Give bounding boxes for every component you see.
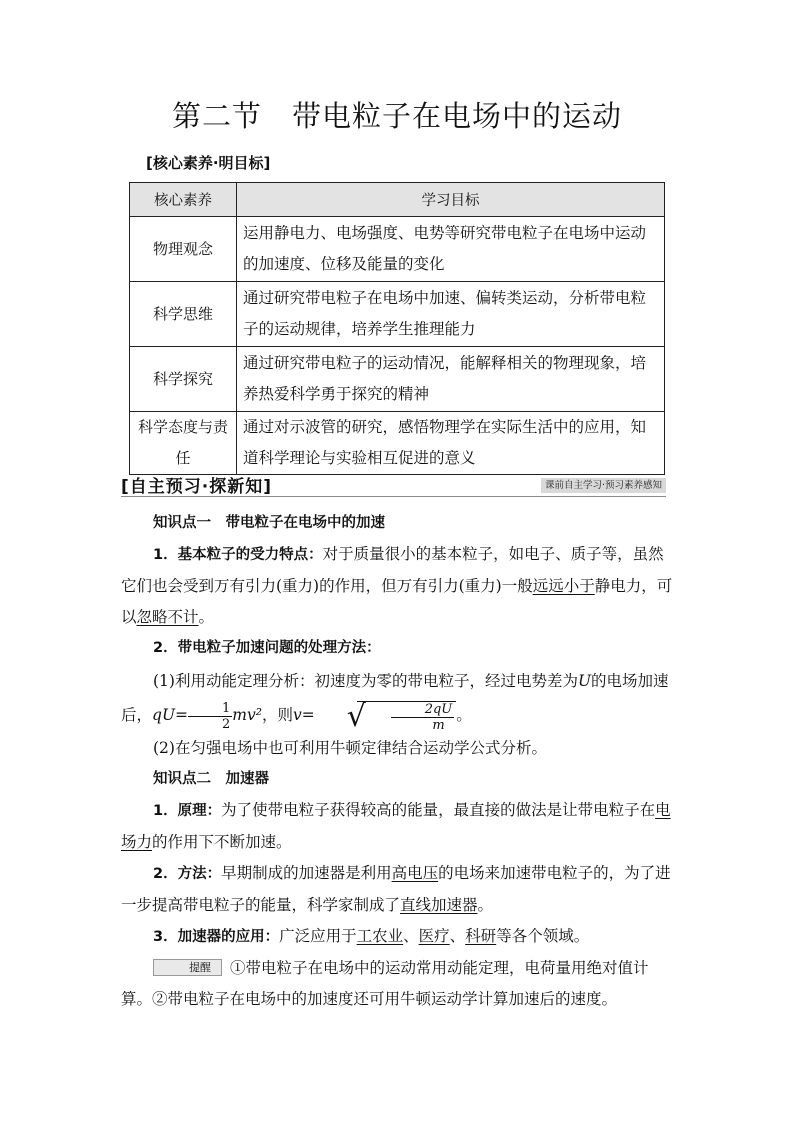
kp1-item-2-1 — [121, 664, 677, 733]
kp1-item-1-label: 1．基本粒子的受力特点： — [153, 547, 323, 563]
core-literacy-label: [核心素养·明目标] — [146, 154, 271, 172]
table-cell-category: 科学思维 — [130, 282, 237, 347]
table-cell-goal: 运用静电力、电场强度、电势等研究带电粒子在电场中运动的加速度、位移及能量的变化 — [237, 217, 665, 282]
kp2-item-3 — [121, 921, 677, 953]
text-span: 静电力，可以 — [121, 577, 673, 626]
fraction-numerator: 1 — [188, 701, 232, 717]
kp1-item-1 — [121, 539, 677, 633]
math-expression: qU= — [152, 706, 188, 724]
math-expression: v= — [292, 706, 315, 724]
table-cell-goal: 通过研究带电粒子在电场中加速、偏转类运动，分析带电粒子的运动规律，培养学生推理能力 — [237, 282, 665, 347]
fill-blank-answer: 电场力 — [121, 801, 671, 851]
text-span: 为了使带电粒子获得较高的能量，最直接的做法是让带电粒子在 — [221, 801, 656, 819]
table-row — [130, 412, 665, 475]
fill-blank-answer: 科研 — [465, 927, 497, 945]
text-span: ，则 — [261, 706, 293, 724]
table-cell-goal: 通过对示波管的研究，感悟物理学在实际生活中的应用，知道科学理论与实验相互促进的意义 — [237, 412, 665, 475]
text-span: 、 — [449, 927, 466, 945]
kp2-item-2 — [121, 858, 677, 921]
square-root — [315, 699, 457, 733]
kp2-item-1-label: 1．原理： — [153, 803, 222, 819]
fraction-one-half — [188, 701, 232, 732]
table-cell-category: 物理观念 — [130, 217, 237, 282]
table-row — [130, 347, 665, 412]
page-title — [0, 94, 794, 135]
hint-badge: 提醒 — [153, 959, 222, 976]
text-span: 。 — [477, 896, 494, 914]
fraction-denominator: m — [432, 718, 445, 733]
text-span: 广泛应用于 — [279, 927, 357, 945]
math-symbol: U — [577, 672, 592, 690]
fill-blank-answer: 忽略不计 — [136, 608, 199, 626]
kp1-item-2-label: 2．带电粒子加速问题的处理方法： — [153, 640, 381, 656]
fill-blank-answer: 远远小于 — [532, 577, 595, 595]
hint-text: ①带电粒子在电场中的运动常用动能定理，电荷量用绝对值计算。②带电粒子在电场中的加速度还可用牛顿运动学计算加速后的速度。 — [121, 959, 649, 1008]
text-span: 对于质量很小的基本粒子，如电子、质子等，虽然它们也会受到万有引力(重力)的作用，但万有引力(重力)一般 — [121, 545, 664, 595]
preview-section-tag: 课前自主学习·预习素养感知 — [541, 478, 666, 493]
math-expression: mv² — [232, 706, 262, 724]
kp2-item-1 — [121, 795, 677, 858]
preview-section-title: [自主预习·探新知] — [121, 477, 272, 497]
text-span: 等各个领域。 — [496, 927, 590, 945]
body-text — [121, 508, 677, 1015]
table-header-goal: 学习目标 — [237, 183, 665, 217]
fill-blank-answer: 医疗 — [418, 927, 450, 945]
fill-blank-answer: 直线加速器 — [400, 896, 478, 914]
table-header-category: 核心素养 — [130, 183, 237, 217]
section-title: 带电粒子在电场中的运动 — [292, 99, 623, 133]
text-span: 早期制成的加速器是利用 — [221, 864, 392, 882]
text-span: (1)利用动能定理分析：初速度为零的带电粒子，经过电势差为 — [153, 672, 578, 690]
kp1-item-2-2: (2)在匀强电场中也可利用牛顿定律结合运动学公式分析。 — [153, 739, 547, 757]
table-cell-category: 科学态度与责任 — [130, 412, 237, 475]
knowledge-point-1-title: 知识点一 带电粒子在电场中的加速 — [153, 515, 385, 531]
hint-note — [121, 953, 677, 1015]
table-cell-category: 科学探究 — [130, 347, 237, 412]
kp2-item-3-label: 3．加速器的应用： — [153, 929, 280, 945]
table-cell-goal: 通过研究带电粒子的运动情况，能解释相关的物理现象，培养热爱科学勇于探究的精神 — [237, 347, 665, 412]
text-span: 。 — [456, 706, 472, 724]
knowledge-point-2-title: 知识点二 加速器 — [153, 771, 269, 787]
radical-sign-icon: √ — [346, 699, 366, 734]
text-span: 。 — [198, 608, 215, 626]
fill-blank-answer: 高电压 — [391, 864, 439, 882]
table-row — [130, 217, 665, 282]
table-row — [130, 282, 665, 347]
goals-table — [129, 182, 665, 475]
table-header-row — [130, 183, 665, 217]
fill-blank-answer: 工农业 — [356, 927, 404, 945]
text-span: 的电场来加速带电粒子的，为了进一步提高带电粒子的能量，科学家制成了 — [121, 864, 671, 914]
fraction-denominator: 2 — [222, 716, 231, 732]
sqrt-fraction — [357, 701, 457, 733]
text-span: 的作用下不断加速。 — [152, 833, 292, 851]
fraction-numerator: 2qU — [391, 702, 455, 718]
text-span: 的电场加速后， — [121, 672, 669, 724]
kp2-item-2-label: 2．方法： — [153, 866, 222, 882]
preview-section-band — [121, 472, 666, 497]
text-span: 、 — [403, 927, 419, 945]
section-number: 第二节 — [171, 99, 262, 133]
